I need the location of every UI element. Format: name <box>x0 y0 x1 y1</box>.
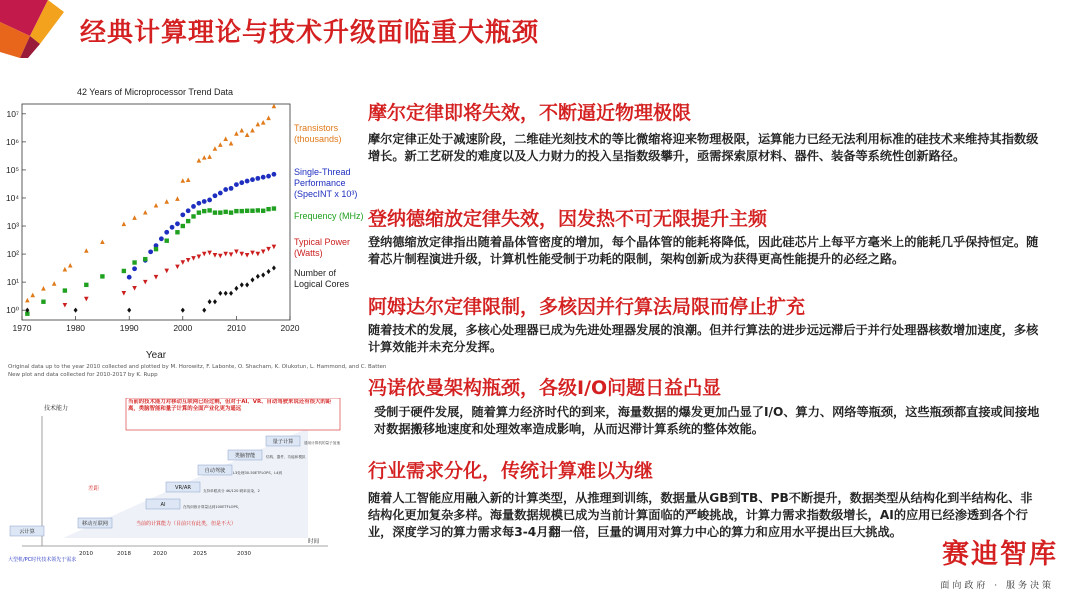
point <box>148 249 153 254</box>
x-tick-label: 2000 <box>173 323 193 333</box>
point <box>239 180 244 185</box>
legend-frequency: Frequency (MHz) <box>294 211 364 221</box>
point <box>84 283 88 287</box>
chart-caption <box>8 363 387 379</box>
y-tick-label: 10¹ <box>6 277 19 288</box>
section-2-body: 登纳德缩放定律指出随着晶体管密度的增加，每个晶体管的能耗将降低，因此硅芯片上每平方毫米上的能耗几乎保持恒定。随着芯片制程演进升级，计算机性能受制于功耗的限制，架构创新成为获得更高性能提升的必经之路。 <box>368 235 1039 266</box>
point <box>175 230 179 234</box>
y-tick-label: 10² <box>6 249 19 260</box>
x-tick-label: 1990 <box>119 323 139 333</box>
microprocessor-trend-chart <box>0 82 387 387</box>
legend-perf-1: Single-Thread <box>294 167 351 177</box>
point <box>272 206 276 210</box>
point <box>245 179 250 184</box>
step-note: 在线训练计算量达到100ETFLOPS， <box>183 505 242 509</box>
point <box>196 201 201 206</box>
step-note: 通用计算机的量子加速 <box>304 441 340 445</box>
step-label: 量子计算 <box>272 439 294 445</box>
point <box>266 174 271 179</box>
section-5-body: 随着人工智能应用融入新的计算类型，从推理到训练，数据量从GB到TB、PB不断提升，数据类型从结构化到半结构化、非结构化更加复杂多样。海量数据规模已成为当前计算面临的严峻挑战，计算力需求指数级增长，AI的应用已经渗透到各个行业，深度学习的算力需求每3-4月翻一倍，巨量的调用对算力中心的算力和应用水平提出巨大挑战。 <box>368 491 1033 539</box>
legend-power-2: (Watts) <box>294 248 323 258</box>
point <box>261 175 266 180</box>
point <box>164 230 169 235</box>
point <box>197 210 201 214</box>
section-1-heading: 摩尔定律即将失效，不断逼近物理极限 <box>368 102 692 124</box>
tech-capability-diagram <box>8 398 353 568</box>
point <box>250 209 254 213</box>
year-label: 2025 <box>193 551 207 557</box>
chart-svg <box>0 82 365 367</box>
plot-frame <box>22 104 290 320</box>
point <box>186 219 190 223</box>
point <box>202 209 206 213</box>
point <box>170 225 175 230</box>
y-tick-label: 10³ <box>6 221 19 232</box>
point <box>266 207 270 211</box>
x-tick-label: 2020 <box>280 323 300 333</box>
section-2-heading: 登纳德缩放定律失效，因发热不可无限提升主频 <box>368 208 768 230</box>
section-4-body: 受制于硬件发展，随着算力经济时代的到来，海量数据的爆发更加凸显了I/O、算力、网络等瓶颈，这些瓶颈都直接或间接地对数据搬移地速度和处理效率造成影响，从而迟滞计算系统的整体效能。 <box>374 405 1040 436</box>
year-label: 2010 <box>79 551 93 557</box>
x-tick-label: 1970 <box>12 323 32 333</box>
section-4-heading: 冯诺依曼架构瓶颈，各级I/O问题日益凸显 <box>368 377 722 399</box>
y-tick-label: 10⁶ <box>6 136 19 147</box>
point <box>272 172 277 177</box>
step-note: 结构、器件、功能和模拟 <box>266 455 306 459</box>
step-label: 移动互联网 <box>82 521 108 527</box>
section-3-body: 随着技术的发展，多核心处理器已成为先进处理器发展的浪潮。但并行算法的进步远远滞后于并行处理器核数增加速度，多核计算效能并未充分发挥。 <box>368 323 1039 354</box>
point <box>122 269 126 273</box>
chart-legend <box>294 123 364 289</box>
step-label: 类脑智能 <box>234 453 256 459</box>
step-label: AI <box>160 502 166 508</box>
point <box>180 212 185 217</box>
point <box>207 198 212 203</box>
gap-label: 差距 <box>88 486 100 492</box>
legend-cores-1: Number of <box>294 268 337 278</box>
y-tick-label: 10⁰ <box>6 305 19 316</box>
legend-cores-2: Logical Cores <box>294 279 350 289</box>
point <box>181 224 185 228</box>
step-label: VR/AR <box>174 485 192 491</box>
diagram-y-label: 技术能力 <box>44 405 69 412</box>
point <box>234 209 238 213</box>
point <box>223 210 227 214</box>
caption-line-1: Original data up to the year 2010 collected and plotted by M. Horowitz, F. Labonte, O. Shacham, K. Olukotun, L. Hammond, and C. Batten <box>8 364 387 370</box>
step-note: 支持单眼高分 4K/120 刷率渲染，2 <box>203 489 260 493</box>
logo-tagline: 面向政府 · 服务决策 <box>940 581 1054 591</box>
page-title: 经典计算理论与技术升级面临重大瓶颈 <box>80 18 540 48</box>
legend-perf-3: (SpecINT x 10³) <box>294 189 358 199</box>
point <box>250 177 255 182</box>
point <box>213 193 218 198</box>
point <box>175 221 180 226</box>
section-5-heading: 行业需求分化，传统计算难以为继 <box>368 460 654 482</box>
point <box>234 182 239 187</box>
point <box>63 288 67 292</box>
point <box>223 187 228 192</box>
x-tick-label: 1980 <box>66 323 86 333</box>
point <box>186 208 191 213</box>
callout-bottom: 当前的计算能力（目前只有此类，但是不大） <box>136 521 237 527</box>
point <box>255 176 260 181</box>
year-label: 2020 <box>153 551 167 557</box>
point <box>143 257 147 261</box>
point <box>127 275 132 280</box>
year-label: 2030 <box>237 551 251 557</box>
y-tick-label: 10⁵ <box>6 164 19 175</box>
chart-title: 42 Years of Microprocessor Trend Data <box>76 87 234 97</box>
x-axis-label: Year <box>145 350 167 361</box>
point <box>213 210 217 214</box>
step-label: 自动驾驶 <box>204 468 226 474</box>
legend-power-1: Typical Power <box>294 237 351 247</box>
point <box>202 199 207 204</box>
point <box>229 186 234 191</box>
point <box>229 210 233 214</box>
step-note: L3处理30-50ETFLOPS，L4到 <box>233 471 283 475</box>
section-3-heading: 阿姆达尔定律限制，多核因并行算法局限而停止扩充 <box>368 296 806 318</box>
step-label: 云计算 <box>19 529 35 535</box>
diagram-bottom-note: 大型机/PC时代技术领先于需求 <box>8 557 77 563</box>
point <box>240 209 244 213</box>
year-label: 2018 <box>117 551 131 557</box>
point <box>245 209 249 213</box>
point <box>207 208 211 212</box>
legend-perf-2: Performance <box>294 178 346 188</box>
y-tick-label: 10⁷ <box>6 108 19 119</box>
section-1-body: 摩尔定律正处于减速阶段，二维硅光刻技术的等比微缩将迎来物理极限，运算能力已经无法利用标准的硅技术来维持其指数级增长。新工艺研发的难度以及人力财力的投入呈指数级攀升，亟需探索原材料、器件、装备等系统性创新路径。 <box>368 132 1039 163</box>
logo-name: 赛迪智库 <box>942 539 1058 570</box>
caption-line-2: New plot and data collected for 2010-2017 by K. Rupp <box>8 372 158 378</box>
y-tick-label: 10⁴ <box>5 192 19 203</box>
point <box>218 191 223 196</box>
x-tick-label: 2010 <box>226 323 246 333</box>
point <box>132 266 137 271</box>
point <box>261 209 265 213</box>
point <box>100 274 104 278</box>
legend-transistors-2: (thousands) <box>294 134 342 144</box>
point <box>159 236 164 241</box>
point <box>191 214 195 218</box>
diagram-x-label: 时间 <box>308 539 320 545</box>
point <box>154 247 158 251</box>
point <box>165 238 169 242</box>
point <box>256 208 260 212</box>
point <box>132 260 136 264</box>
legend-transistors-1: Transistors <box>294 123 339 133</box>
point <box>218 210 222 214</box>
point <box>41 300 45 304</box>
point <box>191 204 196 209</box>
callout-top: 当前的技术能力对移动互联网已经过剩，但对于AI、VR、自动驾驶来说还有很大的距离，类脑智能和量子计算的全面产业化更为遥远 <box>128 399 332 412</box>
corner-decoration <box>0 0 72 58</box>
